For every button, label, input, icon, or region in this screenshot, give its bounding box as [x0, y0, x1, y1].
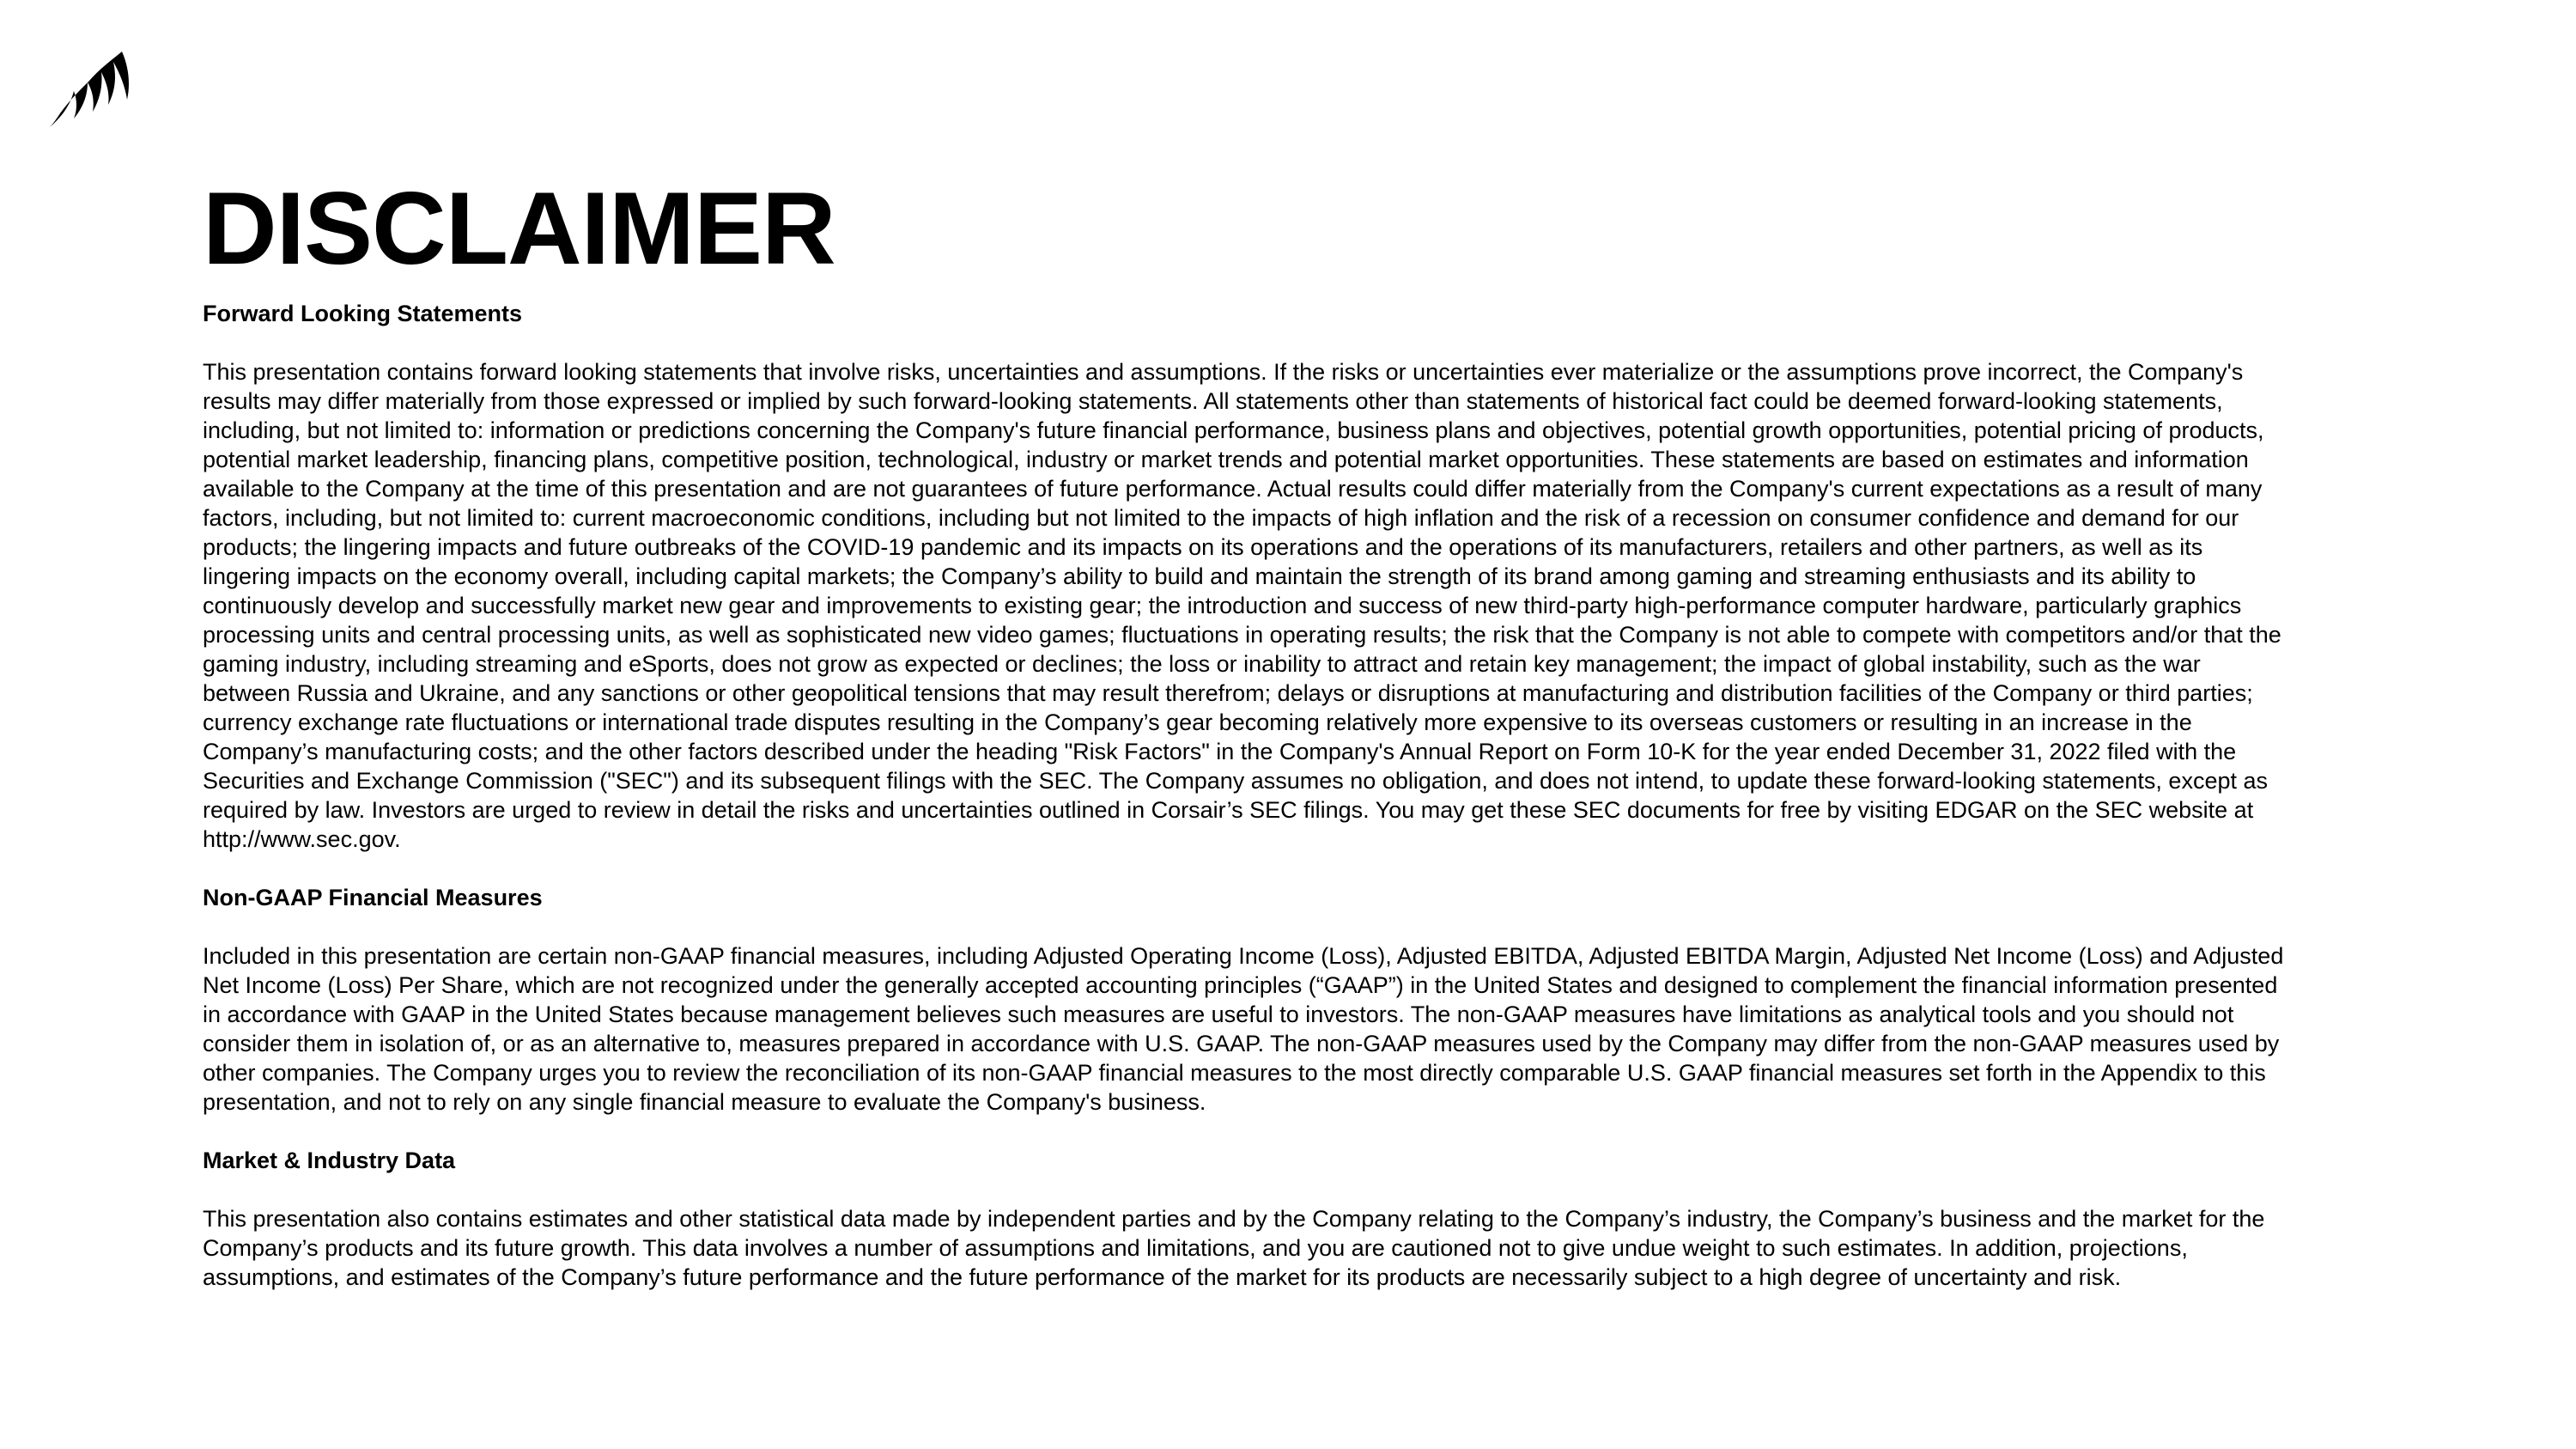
disclaimer-content: [203, 171, 2418, 1321]
section-heading: Non-GAAP Financial Measures: [203, 885, 543, 910]
section-body: Included in this presentation are certain non-GAAP financial measures, including Adjusted Operating Income (Loss), Adjusted EBITDA, Adjusted EBITDA Margin, Adjusted Net Income (Loss) and Adjusted Net Income (Loss) Per Share, which are not recognized under the generally accepted accounting principles (“GAAP”) in the United States and designed to complement the financial information presented in accordance with GAAP in the United States because management believes such measures are useful to investors. The non-GAAP measures have limitations as analytical tools and you should not consider them in isolation of, or as an alternative to, measures prepared in accordance with U.S. GAAP. The non-GAAP measures used by the Company may differ from the non-GAAP measures used by other companies. The Company urges you to review the reconciliation of its non-GAAP financial measures to the most directly comparable U.S. GAAP financial measures set forth in the Appendix to this presentation, and not to rely on any single financial measure to evaluate the Company's business.: [203, 943, 2284, 1115]
section-body: This presentation also contains estimates and other statistical data made by independent parties and by the Company relating to the Company’s industry, the Company’s business and the market for the Company’s products and its future growth. This data involves a number of assumptions and limitations, and you are cautioned not to give undue weight to such estimates. In addition, projections, assumptions, and estimates of the Company’s future performance and the future performance of the market for its products are necessarily subject to a high degree of uncertainty and risk.: [203, 1206, 2265, 1290]
page-title: DISCLAIMER: [203, 171, 835, 286]
section-market-industry-data: [203, 1146, 2418, 1292]
section-body: This presentation contains forward looking statements that involve risks, uncertainties and assumptions. If the risks or uncertainties ever materialize or the assumptions prove incorrect, the Company's results may differ materially from those expressed or implied by such forward-looking statements. All statements other than statements of historical fact could be deemed forward-looking statements, including, but not limited to: information or predictions concerning the Company's future financial performance, business plans and objectives, potential growth opportunities, potential pricing of products, potential market leadership, financing plans, competitive position, technological, industry or market trends and potential market opportunities. These statements are based on estimates and information available to the Company at the time of this presentation and are not guarantees of future performance. Actual results could differ materially from the Company's current expectations as a result of many factors, including, but not limited to: current macroeconomic conditions, including but not limited to the impacts of high inflation and the risk of a recession on consumer confidence and demand for our products; the lingering impacts and future outbreaks of the COVID-19 pandemic and its impacts on its operations and the operations of its manufacturers, retailers and other partners, as well as its lingering impacts on the economy overall, including capital markets; the Company’s ability to build and maintain the strength of its brand among gaming and streaming enthusiasts and its ability to continuously develop and successfully market new gear and improvements to existing gear; the introduction and success of new third-party high-performance computer hardware, particularly graphics processing units and central processing units, as well as sophisticated new video games; fluctuations in operating results; the risk that the Company is not able to compete with competitors and/or that the gaming industry, including streaming and eSports, does not grow as expected or declines; the loss or inability to attract and retain key management; the impact of global instability, such as the war between Russia and Ukraine, and any sanctions or other geopolitical tensions that may result therefrom; delays or disruptions at manufacturing and distribution facilities of the Company or third parties; currency exchange rate fluctuations or international trade disputes resulting in the Company’s gear becoming relatively more expensive to its overseas customers or resulting in an increase in the Company’s manufacturing costs; and the other factors described under the heading "Risk Factors" in the Company's Annual Report on Form 10-K for the year ended December 31, 2022 filed with the Securities and Exchange Commission ("SEC") and its subsequent filings with the SEC. The Company assumes no obligation, and does not intend, to update these forward-looking statements, except as required by law. Investors are urged to review in detail the risks and uncertainties outlined in Corsair’s SEC filings. You may get these SEC documents for free by visiting EDGAR on the SEC website at http://www.sec.gov.: [203, 359, 2281, 852]
corsair-sails-logo-icon: [48, 48, 132, 129]
section-heading: Market & Industry Data: [203, 1148, 456, 1173]
section-heading: Forward Looking Statements: [203, 301, 523, 326]
section-forward-looking-statements: [203, 299, 2418, 854]
section-non-gaap-financial-measures: [203, 883, 2418, 1117]
